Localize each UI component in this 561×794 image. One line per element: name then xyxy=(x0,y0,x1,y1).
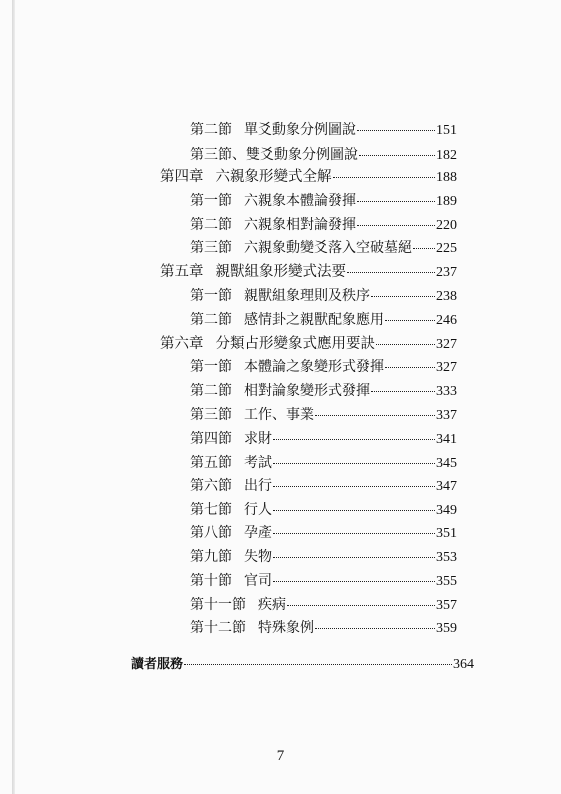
toc-entry-number: 第四章 xyxy=(160,169,204,185)
toc-reader-service-entry xyxy=(131,656,474,674)
toc-entry-title: 出行 xyxy=(244,478,272,494)
toc-entry-page: 341 xyxy=(436,432,457,447)
toc-entry-page: 327 xyxy=(436,360,457,375)
toc-entry-number: 第八節 xyxy=(190,525,232,541)
toc-chapter-entry xyxy=(160,263,457,282)
toc-entry-page: 246 xyxy=(436,313,457,328)
page-edge-shadow xyxy=(12,0,15,794)
toc-entry-page: 357 xyxy=(436,598,457,613)
toc-entry xyxy=(190,192,457,211)
toc-entry-page: 188 xyxy=(436,170,457,185)
toc-entry-title: 特殊象例 xyxy=(258,620,314,636)
toc-entry-number: 第三節、 xyxy=(190,147,246,163)
toc-entry-title: 六親象相對論發揮 xyxy=(244,217,356,233)
toc-leader-dots xyxy=(287,605,435,606)
toc-entry xyxy=(190,382,457,401)
toc-leader-dots xyxy=(357,130,435,131)
toc-entry-number: 第一節 xyxy=(190,288,232,304)
toc-entry-title: 雙爻動象分例圖說 xyxy=(246,147,358,163)
toc-entry-title: 親獸組象形變式法要 xyxy=(215,264,346,280)
toc-entry-number: 第五節 xyxy=(190,455,232,471)
toc-entry-title: 感情卦之親獸配象應用 xyxy=(244,312,384,328)
toc-entry-number: 第一節 xyxy=(190,359,232,375)
toc-entry-page: 151 xyxy=(436,123,457,138)
toc-entry xyxy=(190,524,457,543)
toc-leader-dots xyxy=(273,463,435,464)
toc-entry-page: 345 xyxy=(436,456,457,471)
toc-entry xyxy=(190,596,457,615)
toc-entry xyxy=(190,454,457,473)
toc-entry-title: 官司 xyxy=(244,573,272,589)
toc-entry-number: 第三節 xyxy=(190,240,232,256)
toc-entry-title: 六親象形變式全解 xyxy=(215,169,332,185)
toc-entry-page: 349 xyxy=(436,503,457,518)
toc-leader-dots xyxy=(273,486,435,487)
toc-entry-number: 第七節 xyxy=(190,502,232,518)
toc-entry xyxy=(190,406,457,425)
toc-entry xyxy=(190,501,457,520)
toc-entry-number: 第一節 xyxy=(190,193,232,209)
toc-entry xyxy=(190,146,457,165)
toc-entry-title: 失物 xyxy=(244,549,272,565)
toc-entry-page: 337 xyxy=(436,408,457,423)
toc-entry-title: 工作、事業 xyxy=(244,407,314,423)
toc-leader-dots xyxy=(273,439,435,440)
toc-entry-title: 單爻動象分例圖說 xyxy=(244,122,356,138)
toc-chapter-entry xyxy=(160,335,457,354)
toc-leader-dots xyxy=(315,415,435,416)
toc-entry xyxy=(190,477,457,496)
toc-entry-title: 六親象本體論發揮 xyxy=(244,193,356,209)
page-number: 7 xyxy=(276,748,285,764)
toc-leader-dots xyxy=(385,367,435,368)
toc-leader-dots xyxy=(371,391,435,392)
toc-entry-number: 第三節 xyxy=(190,407,232,423)
toc-leader-dots xyxy=(273,533,435,534)
toc-entry-number: 第五章 xyxy=(160,264,204,280)
toc-entry-page: 220 xyxy=(436,218,457,233)
toc-entry-title: 疾病 xyxy=(258,597,286,613)
toc-entry xyxy=(190,216,457,235)
toc-entry-page: 237 xyxy=(436,265,457,280)
toc-entry-title: 孕產 xyxy=(244,525,272,541)
toc-entry-page: 327 xyxy=(436,337,457,352)
toc-leader-dots xyxy=(273,510,435,511)
toc-entry xyxy=(190,287,457,306)
toc-entry-title: 相對論象變形式發揮 xyxy=(244,383,370,399)
toc-entry xyxy=(190,121,457,140)
toc-entry-page: 238 xyxy=(436,289,457,304)
toc-entry-number: 第二節 xyxy=(190,312,232,328)
toc-entry-page: 353 xyxy=(436,550,457,565)
toc-entry-page: 189 xyxy=(436,194,457,209)
toc-entry xyxy=(190,619,457,638)
toc-leader-dots xyxy=(385,320,435,321)
toc-leader-dots xyxy=(273,581,435,582)
toc-leader-dots xyxy=(273,557,435,558)
toc-entry-title: 考試 xyxy=(244,455,272,471)
toc-leader-dots xyxy=(315,628,435,629)
toc-entry-number: 第六章 xyxy=(160,336,204,352)
toc-leader-dots xyxy=(357,225,435,226)
toc-entry-title: 求財 xyxy=(244,431,272,447)
toc-leader-dots xyxy=(359,155,435,156)
toc-leader-dots xyxy=(347,272,435,273)
toc-entry-title: 本體論之象變形式發揮 xyxy=(244,359,384,375)
toc-entry xyxy=(190,548,457,567)
toc-entry-page: 355 xyxy=(436,574,457,589)
toc-entry-number: 第六節 xyxy=(190,478,232,494)
toc-entry xyxy=(190,239,457,258)
toc-entry-page: 359 xyxy=(436,621,457,636)
toc-entry-number: 第九節 xyxy=(190,549,232,565)
toc-entry-page: 333 xyxy=(436,384,457,399)
toc-leader-dots xyxy=(333,177,436,178)
toc-leader-dots xyxy=(357,201,435,202)
toc-leader-dots xyxy=(371,296,435,297)
toc-entry-page: 364 xyxy=(453,657,474,672)
toc-entry xyxy=(190,311,457,330)
toc-entry-number: 第四節 xyxy=(190,431,232,447)
toc-entry-number: 第二節 xyxy=(190,383,232,399)
toc-entry-page: 182 xyxy=(436,148,457,163)
toc-entry-number: 第十一節 xyxy=(190,597,246,613)
toc-entry-title: 分類占形變象式應用要訣 xyxy=(215,336,375,352)
toc-entry-title: 行人 xyxy=(244,502,272,518)
toc-entry-title: 親獸組象理則及秩序 xyxy=(244,288,370,304)
toc-entry-page: 351 xyxy=(436,526,457,541)
toc-entry-page: 225 xyxy=(436,241,457,256)
toc-entry-page: 347 xyxy=(436,479,457,494)
toc-entry xyxy=(190,572,457,591)
toc-entry-number: 第十二節 xyxy=(190,620,246,636)
toc-leader-dots xyxy=(184,664,452,665)
toc-entry-number: 第十節 xyxy=(190,573,232,589)
toc-entry xyxy=(190,358,457,377)
toc-entry-title: 讀者服務 xyxy=(131,657,184,672)
toc-entry xyxy=(190,430,457,449)
toc-chapter-entry xyxy=(160,168,457,187)
toc-leader-dots xyxy=(376,344,435,345)
toc-leader-dots xyxy=(413,248,435,249)
toc-entry-title: 六親象動變爻落入空破墓絕 xyxy=(244,240,412,256)
toc-entry-number: 第二節 xyxy=(190,217,232,233)
toc-entry-number: 第二節 xyxy=(190,122,232,138)
